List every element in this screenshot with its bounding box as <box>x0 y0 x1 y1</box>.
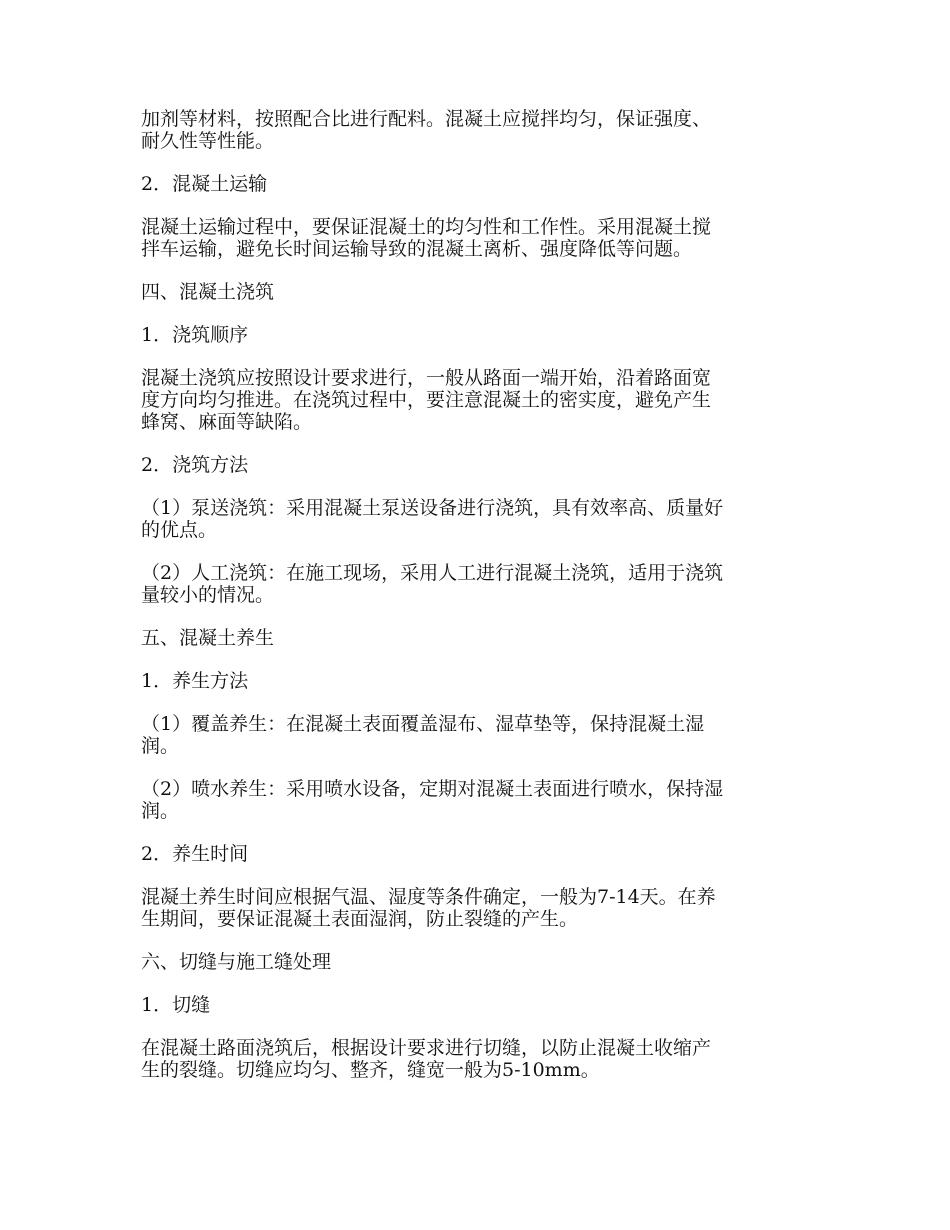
text-line: 拌车运输，避免长时间运输导致的混凝土离析、强度降低等问题。 <box>141 238 693 260</box>
section-heading <box>141 324 809 346</box>
section-heading <box>141 627 809 649</box>
text-line: （2）喷水养生：采用喷水设备，定期对混凝土表面进行喷水，保持湿 <box>141 778 724 800</box>
body-paragraph <box>141 367 809 433</box>
text-line: 五、混凝土养生 <box>141 627 275 649</box>
text-line: 量较小的情况。 <box>141 584 275 606</box>
document-page <box>141 108 809 1102</box>
section-heading <box>141 843 809 865</box>
text-line: 混凝土运输过程中，要保证混凝土的均匀性和工作性。采用混凝土搅 <box>141 216 712 238</box>
text-line: 耐久性等性能。 <box>141 130 275 152</box>
body-paragraph <box>141 1037 809 1081</box>
body-paragraph <box>141 497 809 541</box>
text-line: 六、切缝与施工缝处理 <box>141 951 332 973</box>
text-line: 1．养生方法 <box>141 670 249 692</box>
text-line: 2．浇筑方法 <box>141 454 249 476</box>
text-line: 1．浇筑顺序 <box>141 324 249 346</box>
body-paragraph <box>141 713 809 757</box>
section-heading <box>141 670 809 692</box>
text-line: （1）覆盖养生：在混凝土表面覆盖湿布、湿草垫等，保持混凝土湿 <box>141 713 705 735</box>
text-line: 度方向均匀推进。在浇筑过程中，要注意混凝土的密实度，避免产生 <box>141 389 712 411</box>
text-line: 1．切缝 <box>141 994 211 1016</box>
section-heading <box>141 173 809 195</box>
body-paragraph <box>141 886 809 930</box>
text-line: 混凝土浇筑应按照设计要求进行，一般从路面一端开始，沿着路面宽 <box>141 367 712 389</box>
body-paragraph <box>141 216 809 260</box>
body-paragraph <box>141 778 809 822</box>
text-line: （1）泵送浇筑：采用混凝土泵送设备进行浇筑，具有效率高、质量好 <box>141 497 724 519</box>
text-line: 在混凝土路面浇筑后，根据设计要求进行切缝，以防止混凝土收缩产 <box>141 1037 712 1059</box>
text-line: 蜂窝、麻面等缺陷。 <box>141 411 313 433</box>
text-line: （2）人工浇筑：在施工现场，采用人工进行混凝土浇筑，适用于浇筑 <box>141 562 724 584</box>
section-heading <box>141 454 809 476</box>
section-heading <box>141 994 809 1016</box>
section-heading <box>141 281 809 303</box>
text-line: 四、混凝土浇筑 <box>141 281 275 303</box>
text-line: 生的裂缝。切缝应均匀、整齐，缝宽一般为5-10mm。 <box>141 1059 600 1081</box>
section-heading <box>141 951 809 973</box>
text-line: 生期间，要保证混凝土表面湿润，防止裂缝的产生。 <box>141 908 579 930</box>
text-line: 的优点。 <box>141 519 218 541</box>
body-paragraph <box>141 108 809 152</box>
text-line: 2．混凝土运输 <box>141 173 268 195</box>
text-line: 2．养生时间 <box>141 843 249 865</box>
text-line: 加剂等材料，按照配合比进行配料。混凝土应搅拌均匀，保证强度、 <box>141 108 712 130</box>
text-line: 润。 <box>141 800 180 822</box>
text-line: 润。 <box>141 735 180 757</box>
text-line: 混凝土养生时间应根据气温、湿度等条件确定，一般为7-14天。在养 <box>141 886 716 908</box>
body-paragraph <box>141 562 809 606</box>
